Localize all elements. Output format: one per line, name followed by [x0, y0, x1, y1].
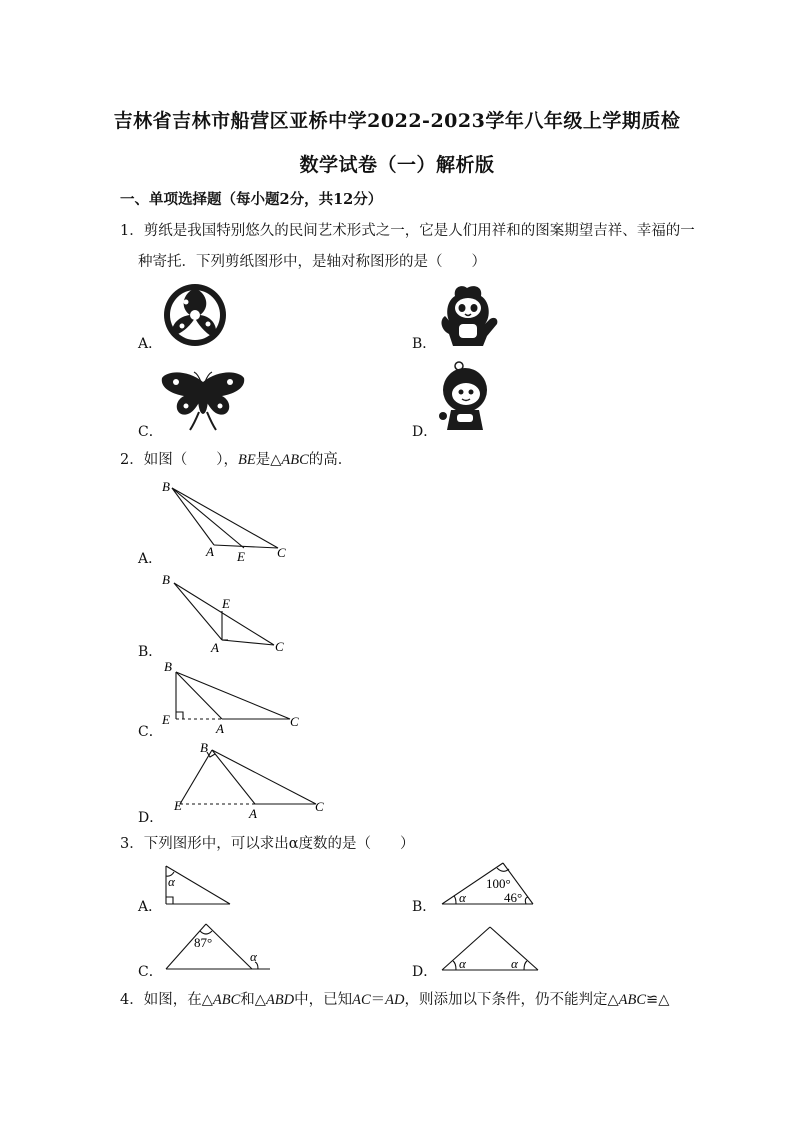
q4-text-ad: AD	[385, 992, 405, 1008]
q2-option-a-label: A．	[138, 551, 163, 567]
q4-text-ac: AC	[352, 992, 371, 1008]
q2a-label-e: E	[237, 549, 245, 564]
q1-option-d-label: D．	[412, 424, 438, 440]
q3-option-c-label: C．	[138, 964, 163, 980]
q1-option-c-label: C．	[138, 424, 163, 440]
q3c-angle-87: 87°	[194, 935, 213, 950]
q2c-label-b: B	[164, 659, 172, 674]
q2-text-mid: 是△	[255, 452, 282, 468]
q2d-label-c: C	[315, 799, 324, 814]
q2c-label-e: E	[162, 712, 170, 727]
q4-text-p2: 和△	[240, 992, 266, 1008]
q3b-angle-46: 46°	[504, 890, 523, 905]
page-subtitle: 数学试卷（一）解析版	[299, 154, 495, 176]
q1-option-a-label: A．	[138, 336, 163, 352]
q4-text-p5: ≌△	[646, 992, 670, 1008]
q3-text: 3．下列图形中，可以求出α度数的是（ ）	[120, 836, 415, 852]
q2d-label-a: A	[249, 806, 257, 821]
q2b-label-a: A	[211, 640, 219, 655]
q2-option-c-label: C．	[138, 724, 163, 740]
q3d-alpha-left: α	[459, 956, 466, 971]
section-heading: 一、单项选择题（每小题2分，共12分）	[120, 191, 383, 208]
q4-text-abc2: ABC	[618, 992, 647, 1008]
q2d-label-b: B	[200, 740, 208, 755]
q3a-alpha: α	[168, 874, 175, 889]
q3-option-b-label: B．	[412, 899, 437, 915]
q2b-label-b: B	[162, 572, 170, 587]
q4-text-p4: ，则添加以下条件，仍不能判定△	[404, 992, 619, 1008]
q2d-label-e: E	[174, 798, 182, 813]
q1-text-line1: 1．剪纸是我国特别悠久的民间艺术形式之一，它是人们用祥和的图案期望吉祥、幸福的一	[120, 223, 695, 239]
q2a-label-b: B	[162, 479, 170, 494]
q2c-label-a: A	[216, 721, 224, 736]
q3-option-a-label: A．	[138, 899, 163, 915]
q1-text-line2: 种寄托．下列剪纸图形中，是轴对称图形的是（ ）	[138, 254, 486, 270]
q2c-label-c: C	[290, 714, 299, 729]
q4-text-abd: ABD	[265, 992, 295, 1008]
q2-text-abc: ABC	[281, 452, 309, 468]
q2a-label-a: A	[206, 544, 214, 559]
q3b-angle-100: 100°	[486, 876, 511, 891]
q2b-label-e: E	[222, 596, 230, 611]
q2-text-suffix: 的高．	[308, 452, 353, 468]
q3c-alpha: α	[250, 949, 257, 964]
q2a-label-c: C	[277, 545, 286, 560]
q2b-label-c: C	[275, 639, 284, 654]
page-title: 吉林省吉林市船营区亚桥中学2022-2023学年八年级上学期质检	[113, 110, 681, 132]
q3b-alpha: α	[459, 890, 466, 905]
q4-text-abc: ABC	[212, 992, 241, 1008]
q2-option-b-label: B．	[138, 644, 163, 660]
q2-text-be: BE	[237, 452, 256, 468]
q4-text-p1: 4．如图，在△	[120, 992, 213, 1008]
q2-text-prefix: 2．如图（ ），	[120, 452, 238, 468]
q4-text-p3: 中，已知	[294, 992, 353, 1008]
q3d-alpha-right: α	[511, 956, 518, 971]
q4-text-eq: ＝	[370, 992, 386, 1008]
q3-option-d-label: D．	[412, 964, 438, 980]
q2-option-d-label: D．	[138, 810, 164, 826]
q1-option-b-label: B．	[412, 336, 437, 352]
q4-text	[120, 988, 669, 1009]
